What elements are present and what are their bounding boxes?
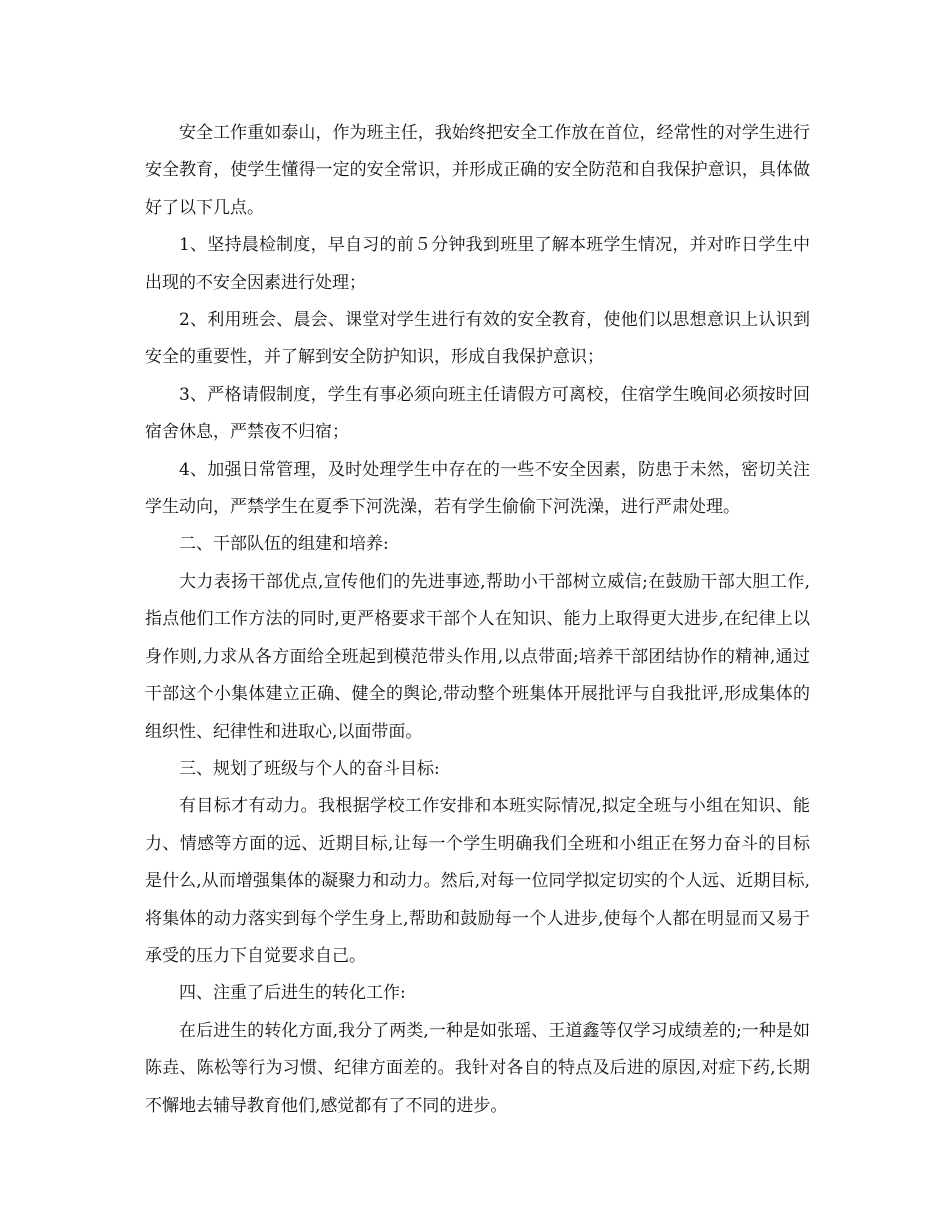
safety-point-4: 4、加强日常管理，及时处理学生中存在的一些不安全因素，防患于未然，密切关注学生动向，严禁学生在夏季下河洗澡，若有学生偷偷下河洗澡，进行严肃处理。: [145, 459, 810, 518]
section-4-body: 在后进生的转化方面,我分了两类,一种是如张瑶、王道鑫等仅学习成绩差的;一种是如陈垚、陈松等行为习惯、纪律方面差的。我针对各自的特点及后进的原因,对症下药,长期不懈地去辅导教育他们,感觉都有了不同的进步。: [145, 1020, 810, 1116]
section-4-heading: 四、注重了后进生的转化工作:: [179, 983, 406, 1004]
section-2-body: 大力表扬干部优点,宣传他们的先进事迹,帮助小干部树立威信;在鼓励干部大胆工作,指点他们工作方法的同时,更严格要求干部个人在知识、能力上取得更大进步,在纪律上以身作则,力求从各方面给全班起到模范带头作用,以点带面;培养干部团结协作的精神,通过干部这个小集体建立正确、健全的舆论,带动整个班集体开展批评与自我批评,形成集体的组织性、纪律性和进取心,以面带面。: [145, 571, 810, 742]
safety-point-3: 3、严格请假制度，学生有事必须向班主任请假方可离校，住宿学生晚间必须按时回宿舍休息，严禁夜不归宿；: [145, 384, 810, 443]
section-3-body: 有目标才有动力。我根据学校工作安排和本班实际情况,拟定全班与小组在知识、能力、情感等方面的远、近期目标,让每一个学生明确我们全班和小组正在努力奋斗的目标是什么,从而增强集体的凝聚力和动力。然后,对每一位同学拟定切实的个人远、近期目标,将集体的动力落实到每个学生身上,帮助和鼓励每一个人进步,使每个人都在明显而又易于承受的压力下自觉要求自己。: [145, 796, 810, 966]
safety-point-1: 1、坚持晨检制度，早自习的前５分钟我到班里了解本班学生情况，并对昨日学生中出现的不安全因素进行处理；: [145, 235, 810, 293]
document-page: [145, 115, 810, 1125]
section-3-heading: 三、规划了班级与个人的奋斗目标:: [179, 758, 440, 779]
safety-point-2: 2、利用班会、晨会、课堂对学生进行有效的安全教育，使他们以思想意识上认识到安全的重要性，并了解到安全防护知识，形成自我保护意识；: [145, 310, 810, 368]
section-2-heading: 二、干部队伍的组建和培养:: [179, 534, 389, 555]
intro-paragraph: 安全工作重如泰山，作为班主任，我始终把安全工作放在首位，经常性的对学生进行安全教育，使学生懂得一定的安全常识，并形成正确的安全防范和自我保护意识，具体做好了以下几点。: [145, 123, 810, 218]
